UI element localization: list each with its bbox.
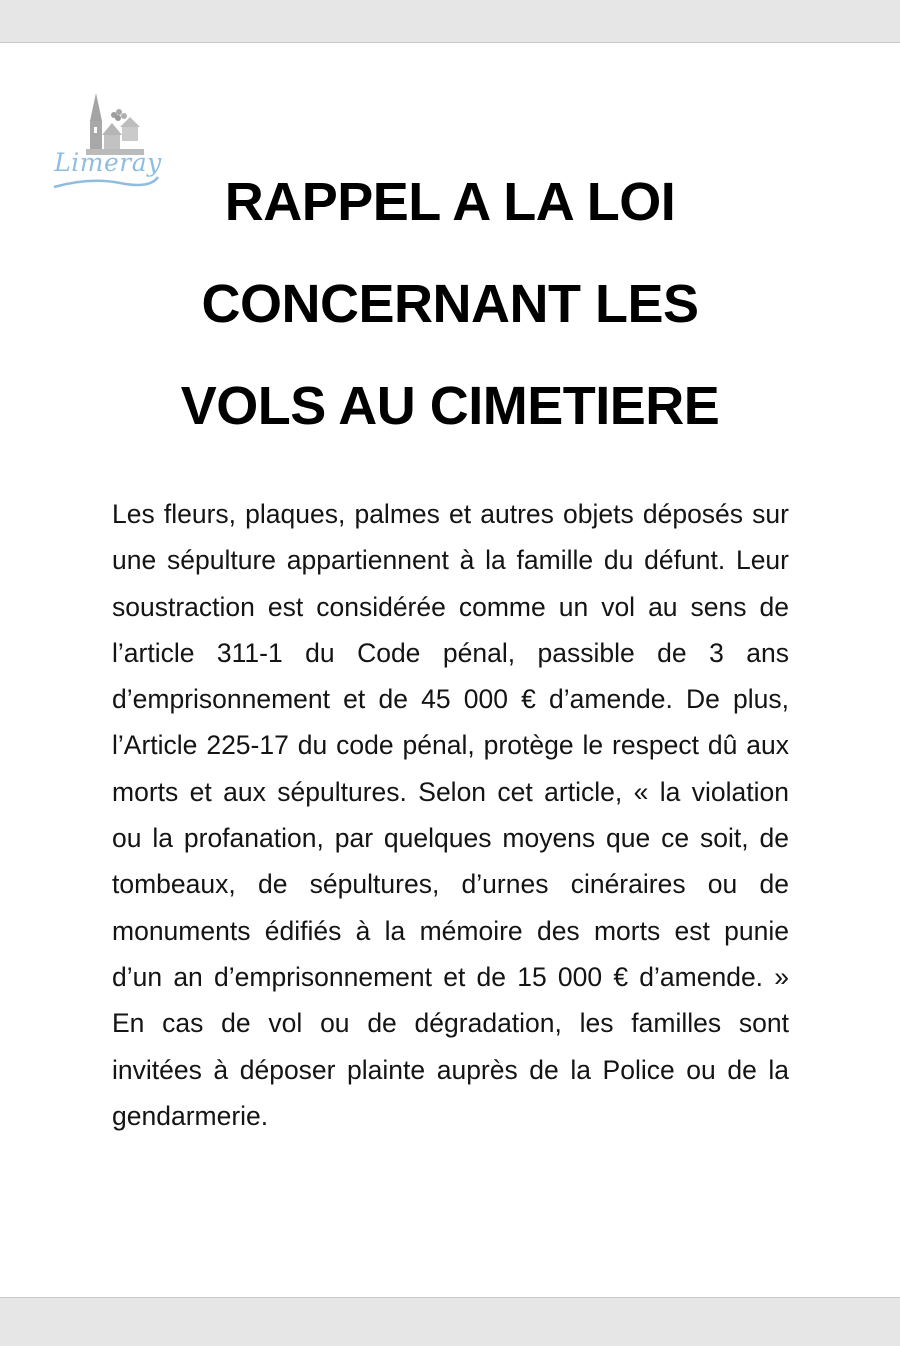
logo-text: Limeray	[54, 148, 162, 177]
title-line: VOLS AU CIMETIERE	[180, 376, 720, 436]
page-title	[100, 151, 800, 457]
body-paragraph: Les fleurs, plaques, palmes et autres objets déposés sur une sépulture appartiennent à la famille du défunt. Leur soustraction est considérée comme un vol au sens de l’article 311-1 du Code pénal, passible de 3 ans d’emprisonnement et de 45 000 € d’amende. De plus, l’Article 225-17 du code pénal, protège le respect dû aux morts et aux sépultures. Selon cet article, « la violation ou la profanation, par quelques moyens que ce soit, de tombeaux, de sépultures, d’urnes cinéraires ou de monuments édifiés à la mémoire des morts est punie d’un an d’emprisonnement et de 15 000 € d’amende. » En cas de vol ou de dégradation, les familles sont invitées à déposer plainte auprès de la Police ou de la gendarmerie.	[112, 499, 789, 1131]
document-page	[0, 42, 900, 1298]
title-line: CONCERNANT LES	[201, 274, 699, 334]
title-line: RAPPEL A LA LOI	[224, 172, 676, 232]
